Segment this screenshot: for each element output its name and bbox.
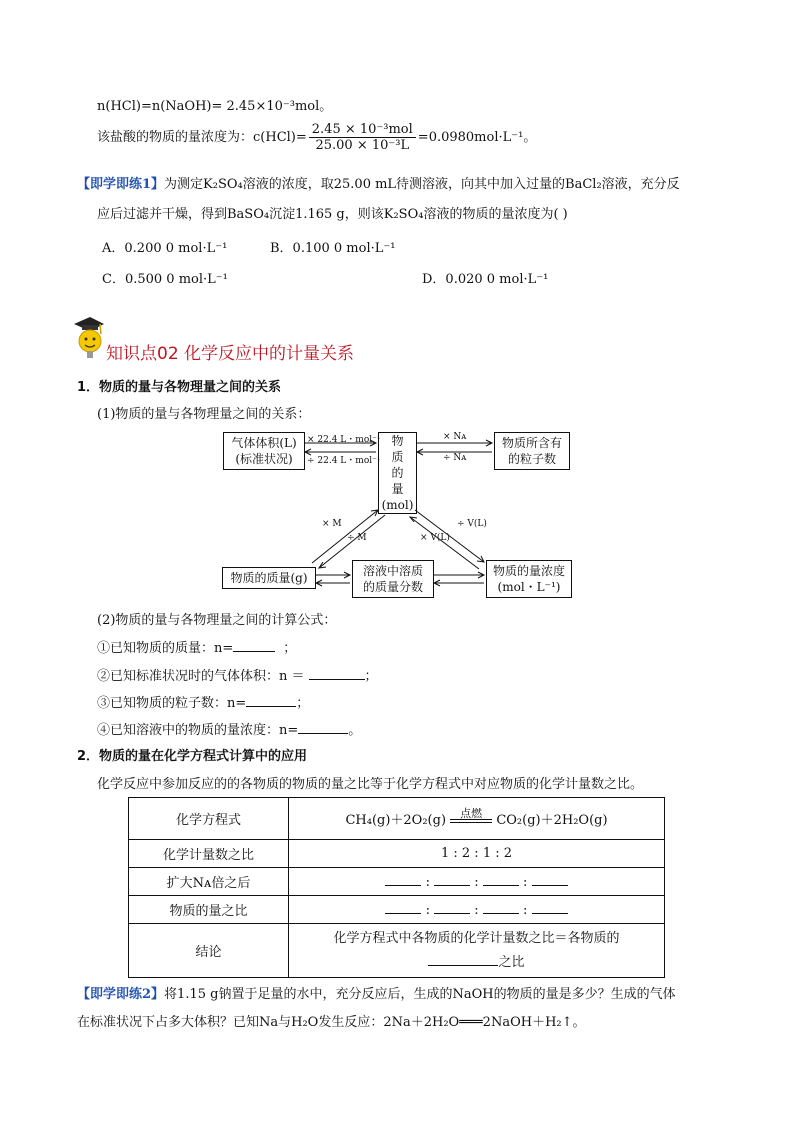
fraction-numerator: 2.45 × 10⁻³mol — [309, 122, 416, 138]
molar-concentration-label: 物质的量浓度 (mol・L⁻¹) — [492, 564, 565, 594]
practice2-line2: 在标准状况下占多大体积？已知Na与H₂O发生反应：2Na＋2H₂O═══2NaOH＋H₂↑。 — [77, 1015, 586, 1030]
ratio-blank-2[interactable] — [434, 901, 470, 914]
particle-count-box — [494, 432, 570, 470]
practice1-line2: 应后过滤并干燥，得到BaSO₄沉淀1.165 g，则该K₂SO₄溶液的物质的量浓度为( ) — [97, 207, 568, 222]
formula-particles-blank[interactable] — [246, 694, 296, 707]
mass-label: 物质的质量(g) — [230, 571, 308, 585]
label-div-v: ÷ V(L) — [457, 519, 487, 529]
formula-concentration — [97, 719, 361, 738]
practice1-text1: 为测定K₂SO₄溶液的浓度，取25.00 mL待测溶液，向其中加入过量的BaCl₂溶液，充分反 — [164, 177, 680, 192]
row-label-equation: 化学方程式 — [129, 798, 289, 840]
intro-line2-suffix: =0.0980mol·L⁻¹。 — [417, 130, 537, 145]
fraction-denominator: 25.00 × 10⁻³L — [315, 138, 410, 153]
scaled-blank-1[interactable] — [385, 873, 421, 886]
molar-concentration-box — [486, 560, 572, 598]
label-div-m: ÷ M — [347, 533, 367, 543]
ratio-blank-1[interactable] — [385, 901, 421, 914]
option-d[interactable]: D．0.020 0 mol·L⁻¹ — [422, 272, 549, 287]
ratio-blank-4[interactable] — [532, 901, 568, 914]
formula-gas-suffix: ； — [364, 669, 378, 684]
s2-heading: 2．物质的量在化学方程式计算中的应用 — [77, 749, 308, 764]
conclusion-line2: 之比 — [290, 951, 663, 975]
mass-fraction-box — [352, 560, 434, 598]
gas-volume-label: 气体体积(L) (标准状况) — [231, 436, 297, 466]
amount-of-substance-label: 物 质 的 量 (mol) — [381, 434, 414, 512]
scaled-blank-3[interactable] — [483, 873, 519, 886]
s2-intro: 化学反应中参加反应的的各物质的物质的量之比等于化学方程式中对应物质的化学计量数之比。 — [97, 777, 644, 792]
ratio-blank-3[interactable] — [483, 901, 519, 914]
reaction-arrow — [450, 806, 492, 823]
option-a[interactable]: A．0.200 0 mol·L⁻¹ — [102, 241, 228, 256]
s1-sub2: (2)物质的量与各物理量之间的计算公式： — [97, 613, 337, 628]
coefficient-ratio: 1 : 2 : 1 : 2 — [289, 840, 665, 868]
practice1-tag: 【即学即练1】 — [77, 177, 165, 192]
reaction-condition: 点燃 — [460, 806, 483, 820]
formula-particles-prefix: ③已知物质的粒子数：n= — [97, 696, 247, 711]
practice2-tag: 【即学即练2】 — [77, 987, 165, 1002]
formula-mass-prefix: ①已知物质的质量：n= — [97, 641, 234, 656]
formula-conc-prefix: ④已知溶液中的物质的量浓度：n= — [97, 723, 299, 738]
row-label-coefficients: 化学计量数之比 — [129, 840, 289, 868]
table-row — [129, 798, 665, 840]
scaled-blank-2[interactable] — [434, 873, 470, 886]
equation-right: CO₂(g)＋2H₂O(g) — [496, 813, 608, 828]
gas-volume-box — [223, 432, 305, 470]
equation-left: CH₄(g)＋2O₂(g) — [345, 813, 447, 828]
section-title: 知识点02 化学反应中的计量关系 — [106, 344, 355, 364]
mole-ratio-blanks: : : : — [289, 896, 665, 924]
particle-count-label: 物质所含有 的粒子数 — [501, 436, 562, 466]
formula-mass-suffix: ； — [283, 641, 297, 656]
conclusion-blank[interactable] — [428, 953, 498, 966]
formula-particles — [97, 692, 309, 711]
label-mul-na: × Nᴀ — [443, 432, 467, 442]
stoichiometry-table — [128, 797, 665, 978]
label-mul-vm: × 22.4 L・mol⁻¹ — [307, 435, 381, 445]
row-label-conclusion: 结论 — [129, 924, 289, 978]
formula-mass — [97, 637, 296, 656]
amount-of-substance-box — [378, 432, 417, 514]
table-row — [129, 840, 665, 868]
formula-conc-blank[interactable] — [298, 721, 348, 734]
intro-line2-prefix: 该盐酸的物质的量浓度为：c(HCl)= — [97, 130, 307, 145]
option-c[interactable]: C．0.500 0 mol·L⁻¹ — [102, 272, 228, 287]
conclusion-cell — [289, 924, 665, 978]
formula-gas-volume — [97, 665, 378, 684]
formula-conc-suffix: 。 — [348, 723, 362, 738]
row-label-scaled: 扩大Nᴀ倍之后 — [129, 868, 289, 896]
mass-box — [222, 567, 316, 589]
scaled-blank-4[interactable] — [532, 873, 568, 886]
s1-sub1: (1)物质的量与各物理量之间的关系： — [97, 407, 311, 422]
s1-heading: 1．物质的量与各物理量之间的关系 — [77, 380, 282, 395]
row-label-mole-ratio: 物质的量之比 — [129, 896, 289, 924]
table-row — [129, 868, 665, 896]
scaled-blanks: : : : — [289, 868, 665, 896]
label-div-vm: ÷ 22.4 L・mol⁻¹ — [307, 456, 381, 466]
option-b[interactable]: B．0.100 0 mol·L⁻¹ — [270, 241, 396, 256]
label-mul-v: × V(L) — [420, 533, 450, 543]
practice2-line1 — [77, 983, 676, 1002]
practice2-text1: 将1.15 g钠置于足量的水中，充分反应后，生成的NaOH的物质的量是多少？生成的气体 — [164, 987, 676, 1002]
table-row — [129, 896, 665, 924]
table-row — [129, 924, 665, 978]
formula-gas-blank[interactable] — [309, 667, 365, 680]
formula-gas-prefix: ②已知标准状况时的气体体积：n ＝ — [97, 669, 305, 684]
mass-fraction-label: 溶液中溶质 的质量分数 — [362, 564, 423, 594]
label-mul-m: × M — [322, 519, 342, 529]
formula-mass-blank[interactable] — [233, 639, 275, 652]
label-div-na: ÷ Nᴀ — [443, 453, 467, 463]
formula-particles-suffix: ； — [296, 696, 310, 711]
equation-cell — [289, 798, 665, 840]
conclusion-line1: 化学方程式中各物质的化学计量数之比＝各物质的 — [333, 930, 620, 946]
intro-line1: n(HCl)=n(NaOH)= 2.45×10⁻³mol。 — [97, 99, 333, 114]
